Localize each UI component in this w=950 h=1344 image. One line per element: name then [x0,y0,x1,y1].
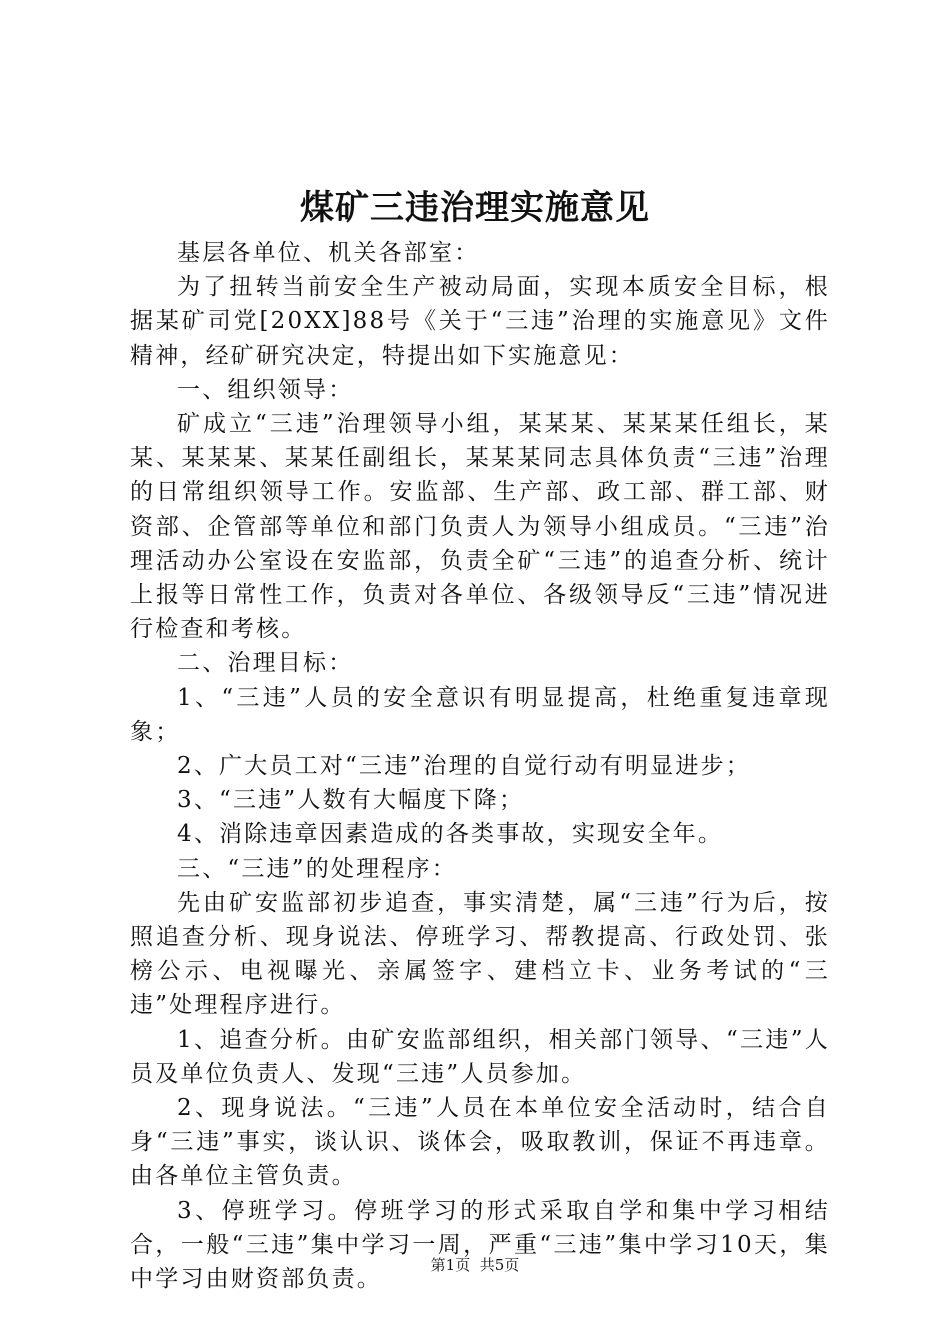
page-number: 第1页 [430,1256,471,1274]
section-heading: 三、“三违”的处理程序： [177,855,457,882]
goal-item: 1、“三违”人员的安全意识有明显提高，杜绝重复违章现象； [130,684,830,745]
goal-item: 4、消除违章因素造成的各类事故，实现安全年。 [177,821,724,848]
procedure-item: 2、现身说法。“三违”人员在本单位安全活动时，结合自身“三违”事实，谈认识、谈体会，吸取教训，保证不再违章。由各单位主管负责。 [130,1095,830,1190]
page-total: 共5页 [479,1256,520,1274]
intro-paragraph: 为了扭转当前安全生产被动局面，实现本质安全目标，根据某矿司党[20XX]88号《关于“三违”治理的实施意见》文件精神，经矿研究决定，特提出如下实施意见： [130,274,830,369]
procedure-item: 1、追查分析。由矿安监部组织，相关部门领导、“三违”人员及单位负责人、发现“三违”人员参加。 [130,1026,830,1087]
goal-item: 3、“三违”人数有大幅度下降； [177,787,525,814]
body-paragraph: 矿成立“三违”治理领导小组，某某某、某某某任组长，某某、某某某、某某任副组长，某某某同志具体负责“三违”治理的日常组织领导工作。安监部、生产部、政工部、群工部、财资部、企管部等单位和部门负责人为领导小组成员。“三违”治理活动办公室设在安监部，负责全矿“三违”的追查分析、统计上报等日常性工作，负责对各单位、各级领导反“三违”情况进行检查和考核。 [130,411,830,643]
body-paragraph: 先由矿安监部初步追查，事实清楚，属“三违”行为后，按照追查分析、现身说法、停班学习、帮教提高、行政处罚、张榜公示、电视曝光、亲属签字、建档立卡、业务考试的“三违”处理程序进行。 [130,889,830,1019]
salutation: 基层各单位、机关各部室： [177,240,480,266]
section-heading: 一、组织领导： [177,376,354,403]
section-heading: 二、治理目标： [177,650,354,677]
procedure-item: 3、停班学习。停班学习的形式采取自学和集中学习相结合，一般“三违”集中学习一周，严重“三违”集中学习10天，集中学习由财资部负责。 [130,1197,830,1293]
document-body [130,236,830,1296]
goal-item: 2、广大员工对“三违”治理的自觉行动有明显进步； [177,753,751,780]
document-title: 煤矿三违治理实施意见 [300,188,650,228]
page-footer [0,1254,950,1276]
